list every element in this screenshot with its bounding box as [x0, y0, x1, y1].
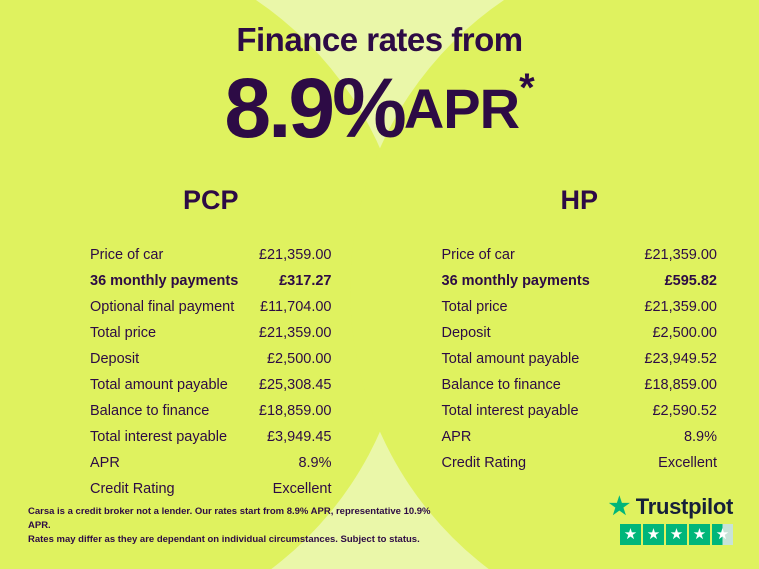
row-label: Credit Rating — [441, 455, 527, 472]
row-label: 36 monthly payments — [441, 273, 590, 290]
poster-footer — [0, 493, 759, 569]
table-row — [442, 424, 718, 450]
star-icon: ★ — [643, 524, 664, 545]
row-value: £3,949.45 — [266, 429, 332, 446]
row-label: Balance to finance — [441, 377, 561, 394]
star-icon: ★ — [608, 493, 630, 520]
row-value: £21,359.00 — [258, 247, 332, 264]
disclaimer-line-1: Carsa is a credit broker not a lender. Our rates start from 8.9% APR, representative 10.9% APR. — [28, 506, 431, 531]
star-half-icon: ★ — [712, 524, 733, 545]
row-label: Optional final payment — [90, 299, 235, 316]
row-value: £21,359.00 — [258, 325, 332, 342]
row-label: Total interest payable — [90, 429, 228, 446]
star-icon: ★ — [620, 524, 641, 545]
table-row — [90, 398, 332, 424]
row-value: £21,359.00 — [644, 299, 717, 316]
table-row — [442, 346, 718, 372]
table-row — [90, 346, 332, 372]
row-value: £317.27 — [279, 273, 332, 290]
row-label: Total amount payable — [441, 351, 580, 368]
row-label: Total price — [441, 299, 508, 316]
row-value: £23,949.52 — [644, 351, 717, 368]
table-row — [90, 294, 332, 320]
rate-asterisk: * — [519, 66, 535, 111]
row-label: APR — [90, 455, 120, 472]
rate-headline — [0, 60, 759, 157]
row-label: 36 monthly payments — [90, 273, 239, 290]
table-row — [90, 424, 332, 450]
trustpilot-logo — [609, 494, 733, 520]
row-label: Deposit — [90, 351, 140, 368]
row-label: Price of car — [90, 247, 164, 264]
row-value: £18,859.00 — [644, 377, 717, 394]
table-row — [90, 268, 332, 294]
star-icon: ★ — [666, 524, 687, 545]
page-title: Finance rates from — [236, 21, 523, 58]
row-value: £18,859.00 — [258, 403, 332, 420]
row-value: £2,590.52 — [652, 403, 717, 420]
table-row — [90, 242, 332, 268]
pcp-column — [0, 185, 380, 502]
disclaimer-text — [28, 505, 448, 547]
finance-comparison — [0, 185, 759, 502]
table-row — [442, 294, 718, 320]
table-row — [442, 320, 718, 346]
table-row — [442, 268, 718, 294]
table-row — [442, 398, 718, 424]
table-row — [90, 320, 332, 346]
star-icon: ★ — [689, 524, 710, 545]
row-label: Balance to finance — [90, 403, 210, 420]
hp-title: HP — [560, 185, 598, 216]
row-value: £2,500.00 — [652, 325, 717, 342]
row-label: Credit Rating — [90, 481, 175, 498]
row-value: Excellent — [658, 455, 717, 472]
row-label: APR — [441, 429, 472, 446]
row-label: Deposit — [441, 325, 491, 342]
row-label: Total amount payable — [90, 377, 228, 394]
table-row — [90, 372, 332, 398]
rate-unit: APR — [403, 77, 520, 141]
row-value: 8.9% — [298, 455, 332, 472]
rate-value: 8.9% — [224, 61, 404, 156]
hp-column — [380, 185, 759, 502]
table-row — [442, 372, 718, 398]
row-value: 8.9% — [683, 429, 717, 446]
row-value: £21,359.00 — [644, 247, 717, 264]
table-row — [442, 242, 718, 268]
row-value: £25,308.45 — [258, 377, 332, 394]
row-value: Excellent — [272, 481, 332, 498]
row-value: £2,500.00 — [266, 351, 332, 368]
table-row — [90, 450, 332, 476]
row-value: £595.82 — [664, 273, 717, 290]
row-label: Total price — [90, 325, 157, 342]
row-label: Total interest payable — [441, 403, 579, 420]
trustpilot-rating — [609, 494, 733, 545]
trustpilot-name: Trustpilot — [635, 494, 733, 519]
trustpilot-stars — [609, 524, 733, 545]
row-value: £11,704.00 — [260, 299, 332, 316]
disclaimer-line-2: Rates may differ as they are dependant on individual circumstances. Subject to status. — [28, 534, 420, 545]
table-row — [442, 450, 718, 476]
row-label: Price of car — [441, 247, 515, 264]
pcp-title: PCP — [182, 185, 239, 216]
